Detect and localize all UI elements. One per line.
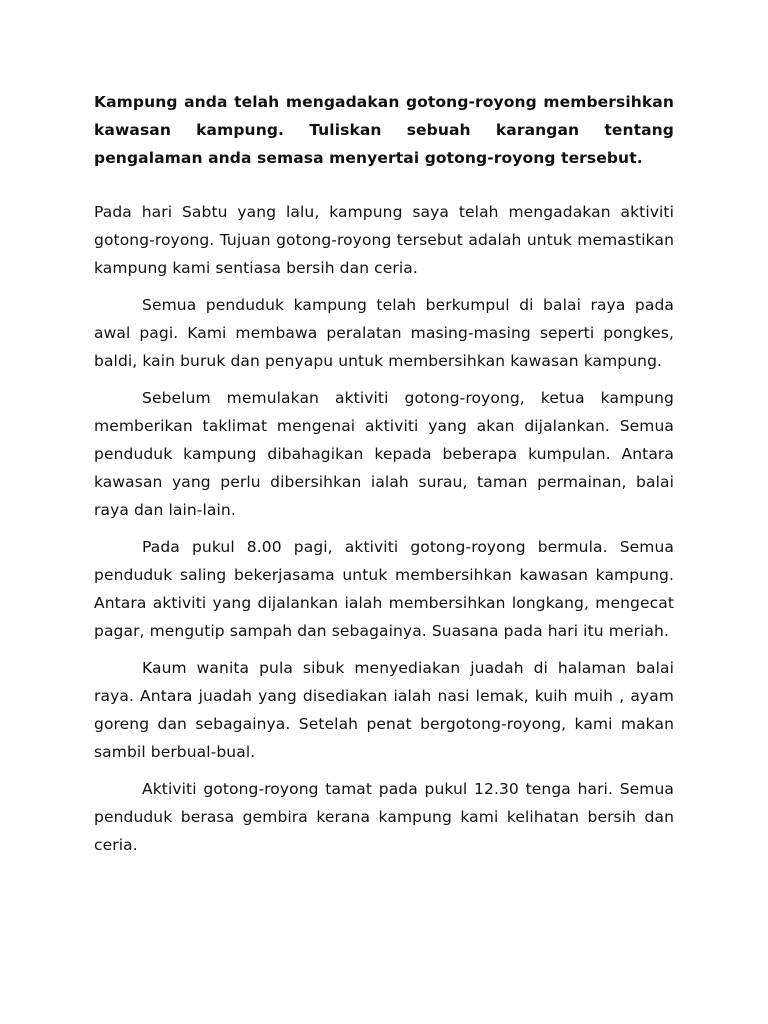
essay-prompt: Kampung anda telah mengadakan gotong-royong membersihkan kawasan kampung. Tuliskan sebuah karangan tentang pengalaman anda semasa menyertai gotong-royong tersebut. xyxy=(94,93,674,167)
essay-body xyxy=(94,198,674,859)
essay-paragraph-1: Pada hari Sabtu yang lalu, kampung saya telah mengadakan aktiviti gotong-royong. Tujuan gotong-royong tersebut adalah untuk memastikan kampung kami sentiasa bersih dan ceria. xyxy=(94,203,674,277)
essay-paragraph-3: Sebelum memulakan aktiviti gotong-royong, ketua kampung memberikan taklimat mengenai aktiviti yang akan dijalankan. Semua penduduk kampung dibahagikan kepada beberapa kumpulan. Antara kawasan yang perlu dibersihkan ialah surau, taman permainan, balai raya dan lain-lain. xyxy=(94,389,674,519)
essay-paragraph-5: Kaum wanita pula sibuk menyediakan juadah di halaman balai raya. Antara juadah yang disediakan ialah nasi lemak, kuih muih , ayam goreng dan sebagainya. Setelah penat bergotong-royong, kami makan sambil berbual-bual. xyxy=(94,659,674,761)
essay-paragraph-6: Aktiviti gotong-royong tamat pada pukul 12.30 tenga hari. Semua penduduk berasa gembira kerana kampung kami kelihatan bersih dan ceria. xyxy=(94,780,674,854)
essay-paragraph-2: Semua penduduk kampung telah berkumpul di balai raya pada awal pagi. Kami membawa peralatan masing-masing seperti pongkes, baldi, kain buruk dan penyapu untuk membersihkan kawasan kampung. xyxy=(94,296,674,370)
document-page xyxy=(94,88,674,868)
essay-paragraph-4: Pada pukul 8.00 pagi, aktiviti gotong-royong bermula. Semua penduduk saling bekerjasama untuk membersihkan kawasan kampung. Antara aktiviti yang dijalankan ialah membersihkan longkang, mengecat pagar, mengutip sampah dan sebagainya. Suasana pada hari itu meriah. xyxy=(94,538,674,640)
